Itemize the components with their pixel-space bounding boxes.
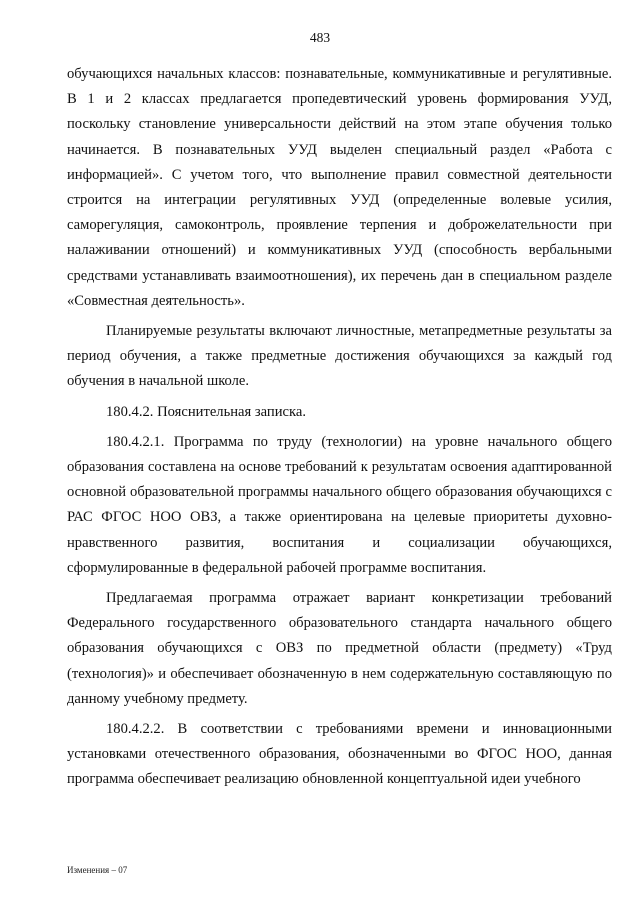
document-body (67, 62, 612, 798)
paragraph: обучающихся начальных классов: познавательные, коммуникативные и регулятивные. В 1 и 2 классах предлагается пропедевтический уровень формирования УУД, поскольку становление универсальности действий на этом этапе обучения только начинается. В познавательных УУД выделен специальный раздел «Работа с информацией». С учетом того, что выполнение правил совместной деятельности строится на интеграции регулятивных УУД (определенные волевые усилия, саморегуляция, самоконтроль, проявление терпения и доброжелательности при налаживании отношений) и коммуникативных УУД (способность вербальными средствами устанавливать взаимоотношения), их перечень дан в специальном разделе «Совместная деятельность». (67, 66, 612, 309)
paragraph: 180.4.2.2. В соответствии с требованиями времени и инновационными установками отечественного образования, обозначенными во ФГОС НОО, данная программа обеспечивает реализацию обновленной концептуальной идеи учебного (67, 721, 612, 788)
section-heading: 180.4.2. Пояснительная записка. (106, 403, 307, 420)
page-number: 483 (309, 30, 331, 45)
paragraph: 180.4.2.1. Программа по труду (технологии) на уровне начального общего образования составлена на основе требований к результатам освоения адаптированной основной образовательной программы начального общего образования обучающихся с РАС ФГОС НОО ОВЗ, а также ориентирована на целевые приоритеты духовно-нравственного развития, воспитания и социализации обучающихся, сформулированные в федеральной рабочей программе воспитания. (67, 433, 612, 576)
footer-note: Изменения – 07 (67, 865, 128, 875)
paragraph: Предлагаемая программа отражает вариант конкретизации требований Федерального государственного образовательного стандарта начального общего образования обучающихся с ОВЗ по предметной области (предмету) «Труд (технология)» и обеспечивает обозначенную в нем содержательную составляющую по данному учебному предмету. (67, 590, 612, 707)
paragraph: Планируемые результаты включают личностные, метапредметные результаты за период обучения, а также предметные достижения обучающихся за каждый год обучения в начальной школе. (67, 323, 612, 390)
